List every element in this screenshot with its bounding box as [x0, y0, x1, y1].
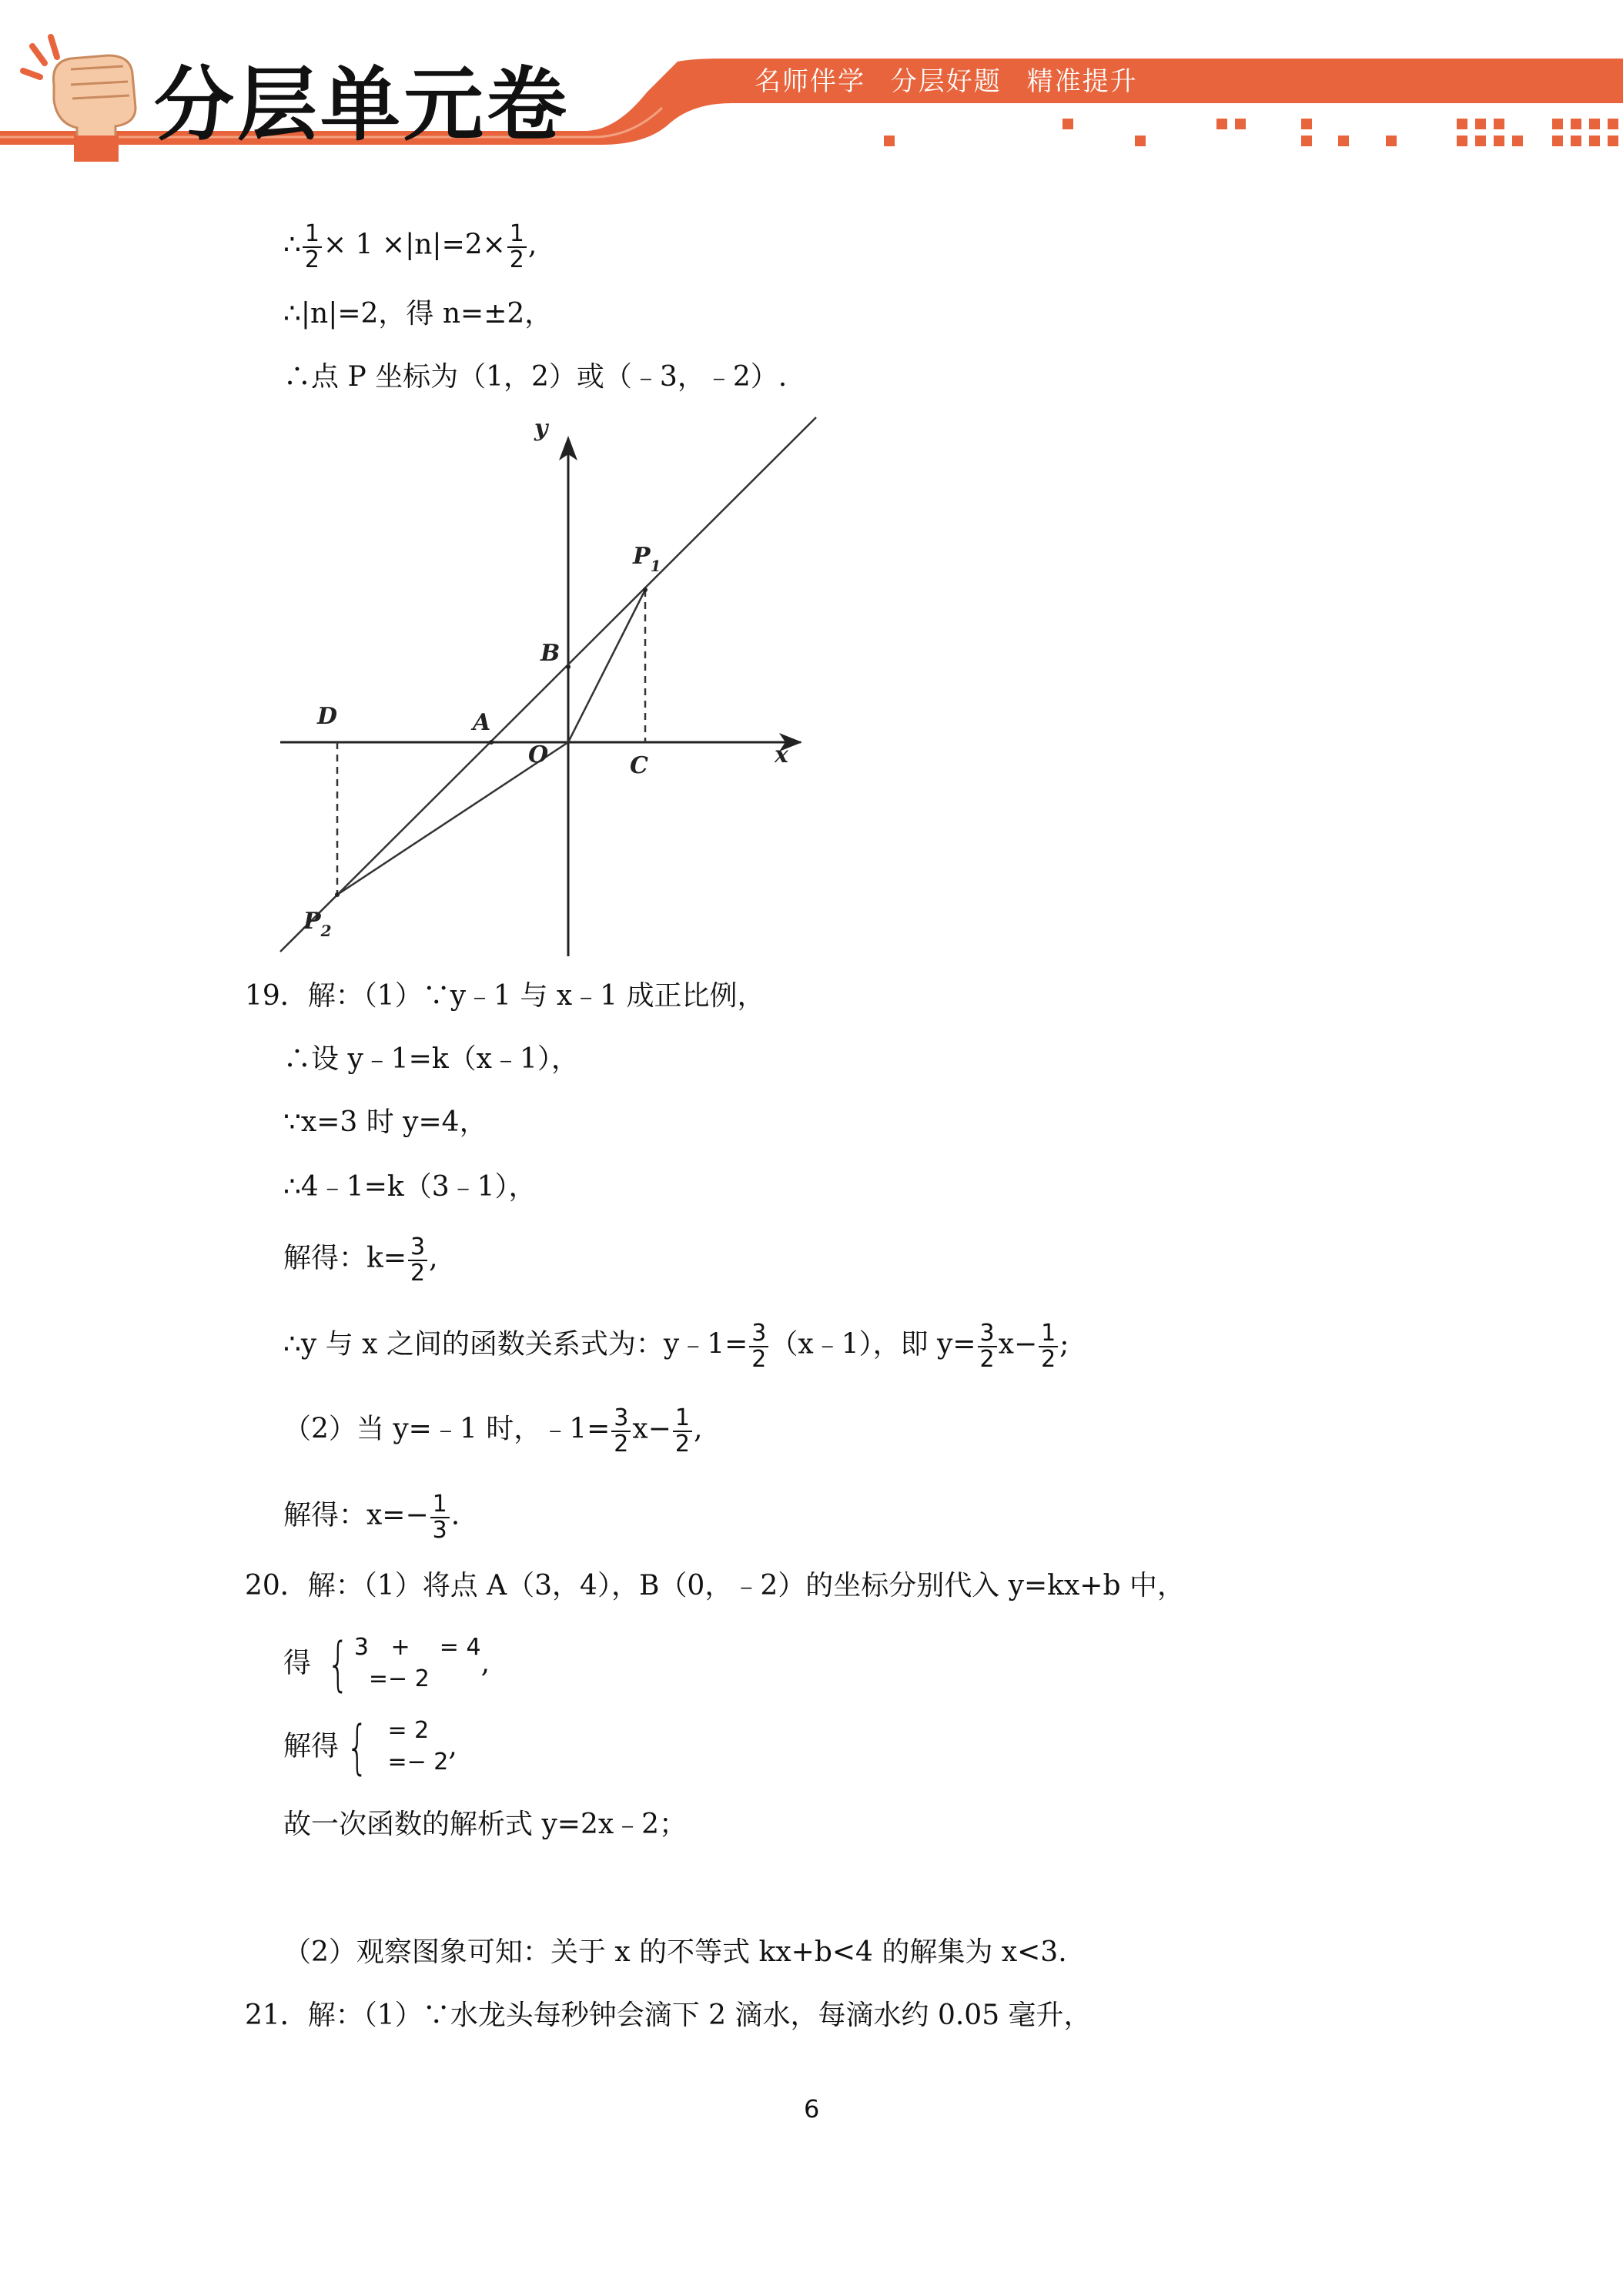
text: （x﹣1），即 y=	[770, 1328, 976, 1361]
equation-row: =− 2	[353, 1665, 430, 1692]
text: x−	[998, 1328, 1038, 1361]
sol18-therefore: ∴	[283, 229, 301, 261]
text: ,	[429, 1242, 438, 1274]
label-p2-main: P	[303, 908, 321, 935]
sol20-head: 20．解：（1）将点 A（3，4），B（0，﹣2）的坐标分别代入 y=kx+b 中，	[245, 1570, 1185, 1602]
line-ab	[280, 417, 816, 952]
brace-icon: {	[327, 1628, 350, 1698]
label-y: y	[534, 415, 548, 442]
fraction	[408, 1235, 427, 1285]
label-o: O	[528, 741, 549, 768]
frac-den: 3	[432, 1516, 447, 1544]
sol19-line-8	[283, 1492, 460, 1542]
sol19-head: 19．解：（1）∵y﹣1 与 x﹣1 成正比例，	[245, 980, 765, 1012]
text: 解得：x=−	[283, 1499, 429, 1531]
coordinate-figure	[277, 408, 832, 962]
fraction	[611, 1406, 631, 1456]
text: x−	[632, 1413, 671, 1445]
text: （2）当 y=﹣1 时，﹣1=	[283, 1413, 611, 1445]
label-p1-main: P	[633, 543, 651, 570]
frac-den: 2	[1041, 1345, 1056, 1373]
equation-row: =− 2	[373, 1748, 449, 1776]
text: 解得：k=	[283, 1242, 407, 1274]
label-p2-sub: 2	[320, 922, 332, 940]
sol18-suffix: ,	[527, 229, 537, 261]
text: 得	[283, 1647, 312, 1679]
frac-num: 3	[408, 1235, 427, 1261]
text: 解得	[283, 1730, 340, 1762]
frac-den: 2	[751, 1345, 767, 1373]
equation-row: = 2	[373, 1717, 430, 1744]
header-tagline: 名师伴学 分层好题 精准提升	[755, 66, 1138, 97]
equation-row: 3 + = 4	[353, 1634, 481, 1661]
point-p1	[643, 587, 648, 592]
label-d: D	[317, 703, 338, 730]
sol19-line-5	[283, 1235, 438, 1285]
fraction	[507, 222, 527, 272]
segment-op1	[568, 590, 645, 742]
page-header	[0, 0, 1623, 162]
sol20-system-2	[283, 1712, 457, 1781]
text: ∴y 与 x 之间的函数关系式为：y﹣1=	[283, 1328, 748, 1361]
frac-num: 1	[507, 222, 527, 248]
equation-system	[354, 1632, 481, 1695]
label-a: A	[473, 709, 491, 736]
sol18-line-2: ∴|n|=2，得 n=±2，	[283, 298, 553, 330]
sol20-system-1	[283, 1628, 490, 1698]
point-b	[566, 664, 571, 669]
brand-title: 分层单元卷	[154, 58, 571, 152]
label-p1-sub: 1	[650, 557, 661, 575]
frac-den: 2	[614, 1430, 629, 1458]
frac-num: 3	[611, 1406, 631, 1432]
frac-num: 1	[1039, 1321, 1058, 1347]
label-c: C	[630, 752, 648, 779]
text: .	[450, 1499, 460, 1531]
frac-num: 1	[430, 1492, 450, 1518]
frac-den: 2	[410, 1259, 426, 1287]
sol19-line-4: ∴4﹣1=k（3﹣1），	[283, 1171, 537, 1203]
label-p1	[632, 543, 661, 575]
text: ,	[693, 1413, 703, 1445]
point-a	[489, 740, 494, 745]
fraction	[1039, 1321, 1058, 1371]
label-b: B	[540, 640, 561, 667]
frac-den: 2	[674, 1430, 690, 1458]
fraction	[673, 1406, 692, 1456]
header-dots	[884, 119, 1618, 146]
sol20-line-5: （2）观察图象可知：关于 x 的不等式 kx+b<4 的解集为 x<3.	[283, 1936, 1067, 1968]
text: ,	[448, 1730, 457, 1762]
brace-icon: {	[346, 1712, 369, 1781]
fraction	[430, 1492, 450, 1542]
text: ;	[1059, 1328, 1069, 1361]
page-number: 6	[804, 2094, 820, 2124]
sol19-line-6	[283, 1321, 1069, 1371]
frac-num: 3	[978, 1321, 997, 1347]
frac-den: 2	[509, 246, 524, 273]
frac-num: 1	[673, 1406, 692, 1432]
sol18-line-1	[283, 222, 537, 272]
sol18-line-3: ∴点 P 坐标为（1，2）或（﹣3，﹣2）.	[283, 361, 788, 393]
sol21-head: 21．解：（1）∵水龙头每秒钟会滴下 2 滴水，每滴水约 0.05 毫升，	[245, 2000, 1092, 2031]
equation-system	[373, 1715, 448, 1778]
frac-num: 1	[303, 222, 322, 248]
sol19-line-2: ∴设 y﹣1=k（x﹣1），	[283, 1043, 579, 1075]
label-x: x	[775, 741, 788, 768]
fraction	[978, 1321, 997, 1371]
label-p2	[303, 908, 332, 940]
sol19-line-7	[283, 1406, 702, 1456]
fraction	[303, 222, 322, 272]
frac-den: 2	[304, 246, 320, 273]
frac-num: 3	[749, 1321, 768, 1347]
frac-den: 2	[979, 1345, 995, 1373]
sol20-line-4: 故一次函数的解析式 y=2x﹣2；	[283, 1809, 688, 1840]
sol18-mid: × 1 ×|n|=2×	[323, 229, 506, 261]
fraction	[749, 1321, 768, 1371]
text: ,	[480, 1647, 490, 1679]
point-p2	[335, 892, 340, 897]
sol19-line-3: ∵x=3 时 y=4，	[283, 1106, 487, 1138]
